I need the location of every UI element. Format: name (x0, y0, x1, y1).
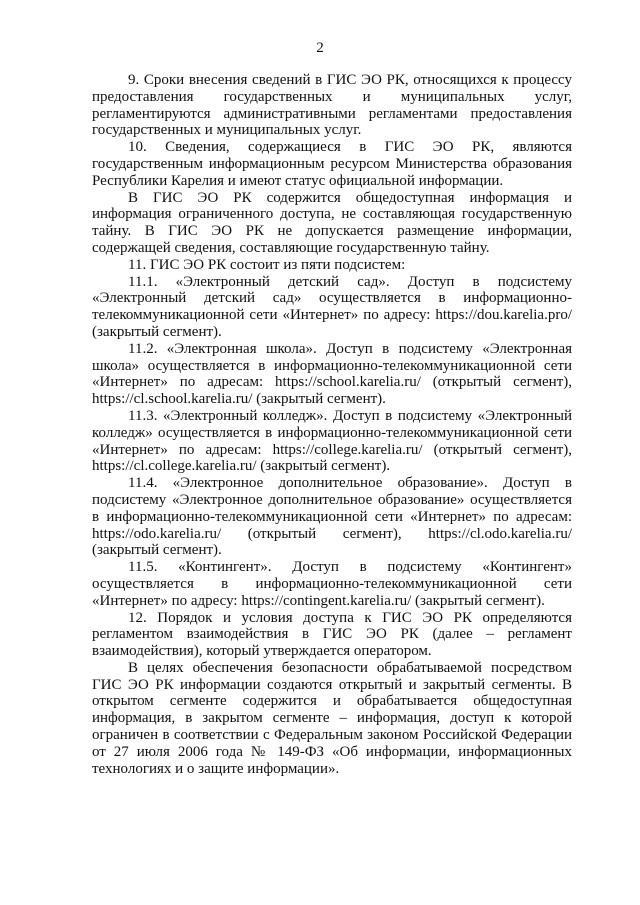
paragraph-security-segments: В целях обеспечения безопасности обрабатываемой посредством ГИС ЭО РК информации создаются открытый и закрытый сегменты. В открытом сегменте содержится и обрабатывается общедоступная информация, в закрытом сегменте – информация, доступ к которой ограничен в соответствии с Федеральным законом Российской Федерации от 27 июля 2006 года № 149-ФЗ «Об информации, информационных технологиях и о защите информации». (92, 659, 572, 777)
paragraph-item-9: 9. Сроки внесения сведений в ГИС ЭО РК, относящихся к процессу предоставления государственных и муниципальных услуг, регламентируются административными регламентами предоставления государственных и муниципальных услуг. (92, 72, 572, 139)
paragraph-item-11-5: 11.5. «Контингент». Доступ в подсистему «Контингент» осуществляется в информационно-телекоммуникационной сети «Интернет» по адресу: https://contingent.karelia.ru/ (закрытый сегмент). (92, 559, 572, 609)
paragraph-access-info: В ГИС ЭО РК содержится общедоступная информация и информация ограниченного доступа, не составляющая государственную тайну. В ГИС ЭО РК не допускается размещение информации, содержащей сведения, составляющие государственную тайну. (92, 189, 572, 256)
paragraph-item-11-2: 11.2. «Электронная школа». Доступ в подсистему «Электронная школа» осуществляется в информационно-телекоммуникационной сети «Интернет» по адресам: https://school.karelia.ru/ (открытый сегмент), https://cl.school.karelia.ru/ (закрытый сегмент). (92, 340, 572, 408)
document-body (92, 72, 572, 777)
paragraph-item-11-4: 11.4. «Электронное дополнительное образование». Доступ в подсистему «Электронное дополнительное образование» осуществляется в информационно-телекоммуникационной сети «Интернет» по адресам: https://odo.karelia.ru/ (открытый сегмент), https://cl.odo.karelia.ru/ (закрытый сегмент). (92, 475, 572, 559)
paragraph-item-11-3: 11.3. «Электронный колледж». Доступ в подсистему «Электронный колледж» осуществляется в информационно-телекоммуникационной сети «Интернет» по адресам: https://college.karelia.ru/ (открытый сегмент), https://cl.college.karelia.ru/ (закрытый сегмент). (92, 407, 572, 475)
paragraph-item-10: 10. Сведения, содержащиеся в ГИС ЭО РК, являются государственным информационным ресурсом Министерства образования Республики Карелия и имеют статус официальной информации. (92, 139, 572, 189)
paragraph-item-11-1: 11.1. «Электронный детский сад». Доступ в подсистему «Электронный детский сад» осуществляется в информационно-телекоммуникационной сети «Интернет» по адресу: https://dou.karelia.pro/ (закрытый сегмент). (92, 273, 572, 340)
paragraph-item-11: 11. ГИС ЭО РК состоит из пяти подсистем: (128, 256, 406, 273)
page-number: 2 (316, 40, 324, 56)
paragraph-item-12: 12. Порядок и условия доступа к ГИС ЭО РК определяются регламентом взаимодействия в ГИС ЭО РК (далее – регламент взаимодействия), который утверждается оператором. (92, 609, 572, 660)
